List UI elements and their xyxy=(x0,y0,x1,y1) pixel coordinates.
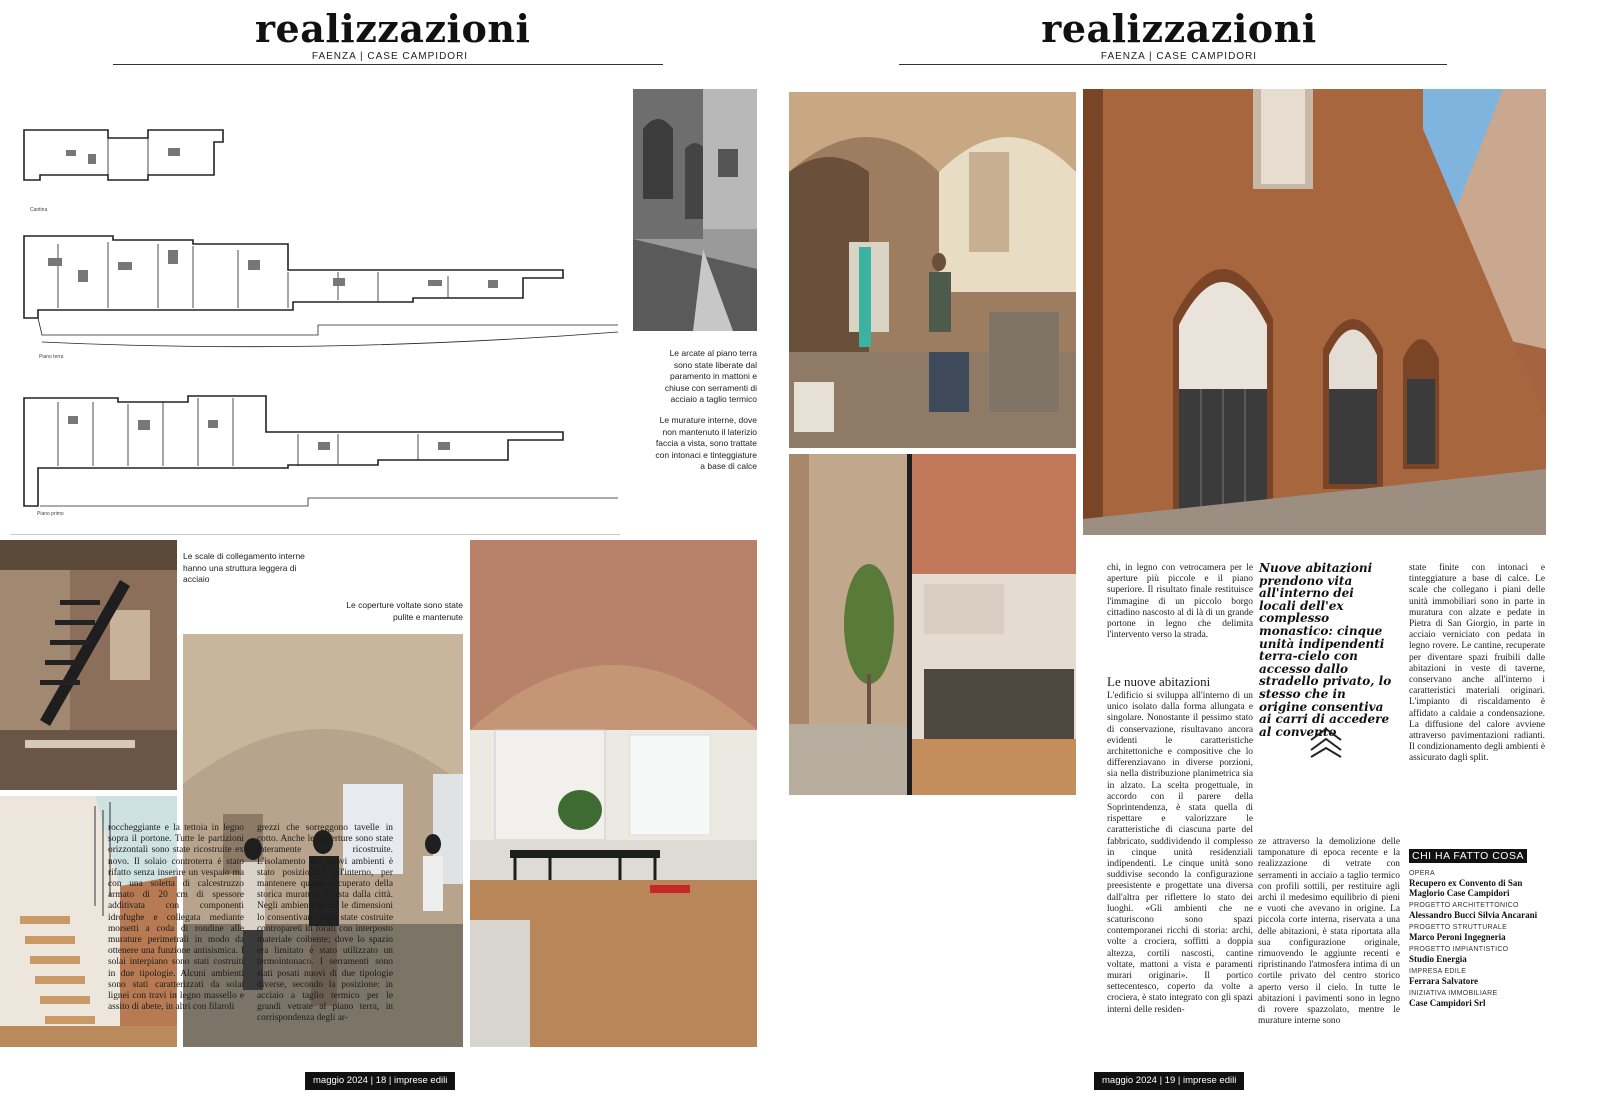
body-column-1: roccheggiante e la tettoia in legno sopra il portone. Tutte le partizioni orizzontali sono state ricostruite ex novo. Il solaio controterra è stato rifatto senza inserire un vespaio ma con una soletta di calcestruzzo armato di 20 cm di spessore additivata con componenti idrofughe e collegata mediante morsetti a coda di rondine alle murature perimetrali in modo da ottenere una funzione antisismica. I solai interpiano sono stati costruiti in due tipologie. Alcuni ambienti sono stati caratterizzati da solai lignei con travi in legno massello e assito di abete, in altri con filaroli xyxy=(108,823,244,1013)
body-column-mid-top: chi, in legno con vetrocamera per le aperture più piccole e il piano superiore. Il risultato finale restituisce l'immagine di un piccolo borgo cittadino nascosto al di là di un grande portone in legno che delimita l'intervento verso la strada. xyxy=(1107,563,1253,641)
credit-name: Studio Energia xyxy=(1409,954,1467,964)
photo-vaulted-kitchen xyxy=(470,540,757,1047)
credit-role: IMPRESA EDILE xyxy=(1409,968,1467,975)
caption-walls: Le murature interne, dove non mantenuto il laterizio faccia a vista, sono trattate con intonaci e tinteggiature a base di calce xyxy=(655,415,757,471)
credit-name: Recupero ex Convento di San Maglorio Case Campidori xyxy=(1409,878,1523,898)
credit-role: PROGETTO STRUTTURALE xyxy=(1409,924,1508,931)
body-column-mid-bottom: L'edificio si sviluppa all'interno di un unico isolato dalla forma allungata e singolare. Nonostante il pessimo stato di conservazione, risultavano ancora evidenti le caratteristiche architettoniche e compositive che lo differenziavano in diverse porzioni, sia nella distribuzione planimetrica sia in alzato. La scelta progettuale, in accordo con il parere della Soprintendenza, è stata quella di rispettare e valorizzare le caratteristiche di ciascuna parte del fabbricato, suddividendo il complesso in cinque unità residenziali indipendenti. Le cinque unità sono suddivise secondo la configurazione preesistente e progettate una diversa dall'altra per riflettere lo stato dei luoghi. «Gli ambienti che ne scaturiscono sono spazi contemporanei ricchi di storia: archi, volte a crociera, soffitti a doppia altezza, cortili nascosti, cantine voltate, mattoni a vista e paramenti murari originari». Il portico settecentesco, coperto da volte a crociera, è stato integrato con gli spazi interni delle residen- xyxy=(1107,691,1253,1015)
photo-portico-construction xyxy=(789,92,1076,448)
plan-label-piano-terra: Piano terra xyxy=(39,354,64,360)
masthead-title-right: realizzazioni xyxy=(1041,6,1317,51)
body-section-new-homes xyxy=(1107,672,1253,1016)
right-page xyxy=(784,0,1568,1090)
credit-name: Ferrara Salvatore xyxy=(1409,976,1479,986)
credit-name: Alessandro Bucci Silvia Ancarani xyxy=(1409,910,1538,920)
plan-label-cantina: Cantina xyxy=(30,207,48,213)
masthead-title: realizzazioni xyxy=(255,6,531,51)
credits-box xyxy=(1409,846,1559,1011)
credit-role: OPERA xyxy=(1409,870,1436,877)
credit-item xyxy=(1409,901,1559,920)
photo-bw-courtyard xyxy=(633,89,757,331)
double-chevron-icon xyxy=(1309,726,1343,758)
photo-kitchen-courtyard xyxy=(789,454,1076,795)
footer-page-18: maggio 2024 | 18 | imprese edili xyxy=(305,1072,455,1090)
credit-role: PROGETTO IMPIANTISTICO xyxy=(1409,946,1509,953)
footer-page-19: maggio 2024 | 19 | imprese edili xyxy=(1094,1072,1244,1090)
floor-plan-drawing xyxy=(18,120,626,525)
credit-name: Case Campidori Srl xyxy=(1409,998,1486,1008)
masthead-rule-right xyxy=(899,64,1447,65)
photo-brick-arcade-exterior xyxy=(1083,89,1546,535)
caption-vaults: Le coperture voltate sono state pulite e mantenute xyxy=(346,600,463,622)
credit-item xyxy=(1409,967,1559,986)
credit-item xyxy=(1409,989,1559,1008)
masthead-subhead: FAENZA | CASE CAMPIDORI xyxy=(311,51,469,62)
masthead-subhead-right: FAENZA | CASE CAMPIDORI xyxy=(1100,51,1258,62)
section-heading-new-homes: Le nuove abitazioni xyxy=(1107,674,1211,689)
left-page xyxy=(0,0,784,1090)
credit-item xyxy=(1409,923,1559,942)
credits-title: CHI HA FATTO COSA xyxy=(1409,849,1527,863)
pull-quote: Nuove abitazioni prendono vita all'interno dei locali dell'ex complesso monastico: cinque unità indipendenti terra-cielo con accesso dallo stradello privato, lo stesso che in origine consentiva ai carri di accedere al convento xyxy=(1259,561,1392,739)
floor-plans xyxy=(18,120,626,525)
section-divider xyxy=(10,534,620,535)
credit-name: Marco Peroni Ingegneria xyxy=(1409,932,1506,942)
masthead-rule xyxy=(113,64,663,65)
plan-label-piano-primo: Piano primo xyxy=(37,511,64,517)
caption-arcades: Le arcate al piano terra sono state liberate dal paramento in mattoni e chiuse con serramenti di acciaio a taglio termico xyxy=(664,348,757,404)
credit-item xyxy=(1409,945,1559,964)
credit-role: INIZIATIVA IMMOBILIARE xyxy=(1409,990,1498,997)
credit-item xyxy=(1409,869,1559,898)
caption-stairs: Le scale di collegamento interne hanno una struttura leggera di acciaio xyxy=(183,551,305,584)
credit-role: PROGETTO ARCHITETTONICO xyxy=(1409,902,1519,909)
body-column-right-top: state finite con intonaci e tinteggiature a base di calce. Le scale che collegano i piani delle unità immobiliari sono in parte in muratura con alzate e pedate in Pietra di San Giorgio, in parte in acciaio verniciato con pedata in legno rovere. Le cantine, recuperate per diventare spazi fruibili dalle abitazioni in veste di taverne, conservano anche all'interno i caratteristici materiali originari. L'impianto di riscaldamento è affidato a caldaie a condensazione. La diffusione del calore avviene attraverso pavimentazioni radianti. Il condizionamento degli ambienti è assicurato dagli split. xyxy=(1409,563,1545,764)
body-column-bottom-mid: ze attraverso la demolizione delle tamponature di epoca recente e la realizzazione di vetrate con serramenti in acciaio a taglio termico con profili sottili, per restituire agli archi il medesimo equilibrio di pieni e vuoti che avevano in origine. La piccola corte interna, riservata a una delle abitazioni, è stata riportata alla sua configurazione originale, rimuovendo le aggiunte recenti e ripristinando l'atmosfera intima di un cortile privato del centro storico aperto verso il cielo. In tutte le abitazioni i pavimenti sono in legno di rovere spazzolato, mentre le murature interne sono xyxy=(1258,837,1400,1027)
photo-steel-stair-construction xyxy=(0,540,177,790)
body-column-2: grezzi che sorreggono tavelle in cotto. Anche le coperture sono state interamente ricostruite. L'isolamento dei nuovi ambienti è stato posizionato all'interno, per mantenere quanto recuperato della storica muratura a vista dalla città. Negli ambienti in cui le dimensioni lo consentivano sono state costruite contropareti in forati con interposto materiale coibente; dove lo spazio era limitato è stato utilizzato un termointonaco. I serramenti sono stati posati nuovi di due tipologie diverse, secondo la posizione: in acciaio a taglio termico per le grandi vetrate al piano terra, in corrispondenza degli ar- xyxy=(257,823,393,1024)
